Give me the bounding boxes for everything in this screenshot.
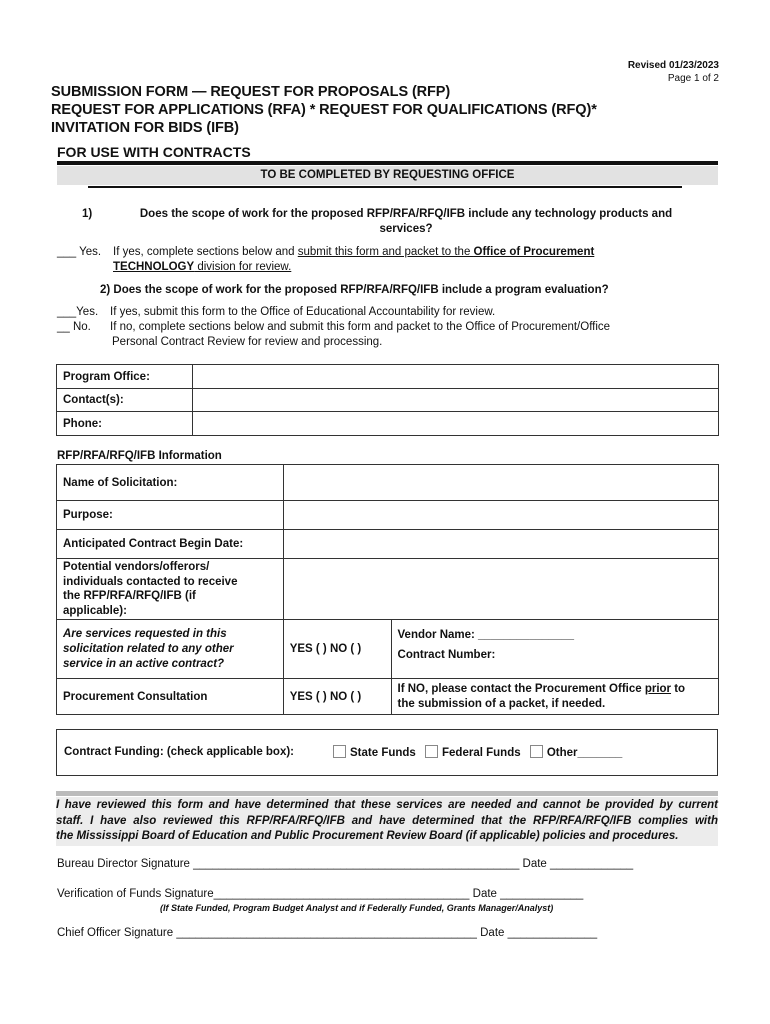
table-row [57, 559, 719, 620]
table-row [57, 389, 719, 412]
title-line-2: REQUEST FOR APPLICATIONS (RFA) * REQUEST FOR QUALIFICATIONS (RFQ)* [51, 102, 597, 118]
use-with-heading: FOR USE WITH CONTRACTS [57, 144, 251, 160]
federal-funds-label: Federal Funds [442, 747, 521, 759]
info-section-label: RFP/RFA/RFQ/IFB Information [57, 450, 222, 462]
active-contract-question [57, 620, 284, 679]
q1-yes-prefix: ___ Yes. [57, 246, 102, 258]
q1-text [116, 207, 696, 237]
q1-text-line-2: services? [379, 223, 433, 235]
chief-officer-signature-line[interactable]: Chief Officer Signature _______________________________________________ Date ______________ [57, 927, 598, 939]
bureau-director-signature-line[interactable]: Bureau Director Signature ___________________________________________________ Date _____________ [57, 858, 634, 870]
state-funds-checkbox[interactable] [333, 745, 346, 758]
form-title [51, 83, 597, 137]
begin-date-label: Anticipated Contract Begin Date: [57, 530, 284, 559]
table-row [57, 501, 719, 530]
program-office-field[interactable] [193, 365, 719, 389]
contract-funding-label: Contract Funding: (check applicable box): [64, 746, 295, 758]
q2-yes-prefix: ___Yes. [57, 306, 99, 318]
table-row [57, 620, 719, 679]
consultation-note-a: If NO, please contact the Procurement Office [397, 682, 645, 695]
other-funds-label: Other_______ [546, 747, 623, 759]
contacts-field[interactable] [193, 389, 719, 412]
vendors-label-line: Potential vendors/offerors/ [63, 561, 210, 573]
funds-verification-signature-line[interactable]: Verification of Funds Signature________________________________________ Date _____________ [57, 888, 584, 900]
begin-date-field[interactable] [283, 530, 718, 559]
acknowledgement-line: I have reviewed this form and have determined that these services are needed and cannot be provided by current [56, 799, 718, 811]
vendor-name-label: Vendor Name: _______________ [397, 629, 574, 641]
q1-yes-text [113, 245, 703, 275]
vendors-label-line: the RFP/RFA/RFQ/IFB (if [63, 590, 196, 602]
solicitation-info-table [56, 464, 719, 715]
solicitation-name-field[interactable] [283, 465, 718, 501]
funds-verification-note: (If State Funded, Program Budget Analyst and if Federally Funded, Grants Manager/Analyst) [160, 903, 554, 913]
purpose-field[interactable] [283, 501, 718, 530]
table-row [57, 465, 719, 501]
q1-yes-link-d: division for review. [194, 261, 292, 273]
table-row [57, 679, 719, 715]
table-row [57, 412, 719, 436]
q2-no-text [110, 320, 610, 350]
phone-field[interactable] [193, 412, 719, 436]
active-contract-yes-no[interactable]: YES ( ) NO ( ) [283, 620, 391, 679]
consultation-note [391, 679, 718, 715]
vendors-label [57, 559, 284, 620]
q2-yes-text: If yes, submit this form to the Office of Educational Accountability for review. [110, 306, 496, 318]
requesting-office-band: TO BE COMPLETED BY REQUESTING OFFICE [57, 166, 718, 185]
q1-yes-text-a: If yes, complete sections below and [113, 246, 298, 258]
procurement-consultation-label: Procurement Consultation [57, 679, 284, 715]
vendors-label-line: individuals contacted to receive [63, 575, 238, 588]
q1-yes-link-b: Office of Procurement [473, 246, 595, 258]
title-line-3: INVITATION FOR BIDS (IFB) [51, 120, 239, 136]
consultation-note-line-2: the submission of a packet, if needed. [397, 697, 606, 710]
active-contract-line: service in an active contract? [63, 657, 225, 670]
revised-date: Revised 01/23/2023 [627, 60, 719, 71]
acknowledgement-text [56, 797, 718, 846]
vendors-label-line: applicable): [63, 604, 127, 617]
revision-info [628, 59, 719, 85]
solicitation-name-label: Name of Solicitation: [57, 465, 284, 501]
table-row [57, 365, 719, 389]
q1-text-line-1: Does the scope of work for the proposed RFP/RFA/RFQ/IFB include any technology products and [139, 208, 673, 220]
vendors-field[interactable] [283, 559, 718, 620]
contact-table [56, 364, 719, 436]
q2-no-prefix: __ No. [57, 321, 91, 333]
consultation-yes-no[interactable]: YES ( ) NO ( ) [283, 679, 391, 715]
consultation-note-prior: prior [644, 682, 672, 695]
state-funds-label: State Funds [350, 747, 416, 759]
title-line-1: SUBMISSION FORM — REQUEST FOR PROPOSALS (RFP) [51, 84, 451, 100]
purpose-label: Purpose: [57, 501, 284, 530]
program-office-label: Program Office: [57, 365, 193, 389]
q1-yes-link-a: submit this form and packet to the [297, 246, 474, 258]
vendor-contract-cell[interactable] [391, 620, 718, 679]
q2-text: 2) Does the scope of work for the proposed RFP/RFA/RFQ/IFB include a program evaluation? [100, 284, 609, 296]
phone-label: Phone: [57, 412, 193, 436]
acknowledgement-line: the Mississippi Board of Education and Public Procurement Review Board (if applicable) policies and procedures. [56, 830, 679, 842]
band-underline [88, 186, 682, 188]
active-contract-line: Are services requested in this [63, 627, 227, 640]
heading-rule [57, 161, 718, 165]
consultation-note-b: to [671, 682, 686, 695]
other-funds-checkbox[interactable] [530, 745, 543, 758]
contract-number-label: Contract Number: [397, 649, 496, 661]
active-contract-line: solicitation related to any other [63, 642, 234, 655]
q2-no-text-line-2: Personal Contract Review for review and processing. [112, 336, 383, 348]
q1-number: 1) [82, 208, 93, 220]
federal-funds-checkbox[interactable] [425, 745, 438, 758]
acknowledgement-line: staff. I have also reviewed this RFP/RFA/RFQ/IFB and have determined that the RFP/RFA/RFQ/IFB complies with [56, 814, 718, 827]
acknowledgement-bar [56, 791, 718, 796]
funding-options [333, 745, 622, 759]
contacts-label: Contact(s): [57, 389, 193, 412]
table-row [57, 530, 719, 559]
q2-no-text-line-1: If no, complete sections below and submit this form and packet to the Office of Procurement/Office [110, 321, 611, 333]
contract-funding-box [56, 729, 718, 776]
q1-yes-link-c: TECHNOLOGY [113, 261, 195, 273]
page-number: Page 1 of 2 [667, 73, 719, 84]
